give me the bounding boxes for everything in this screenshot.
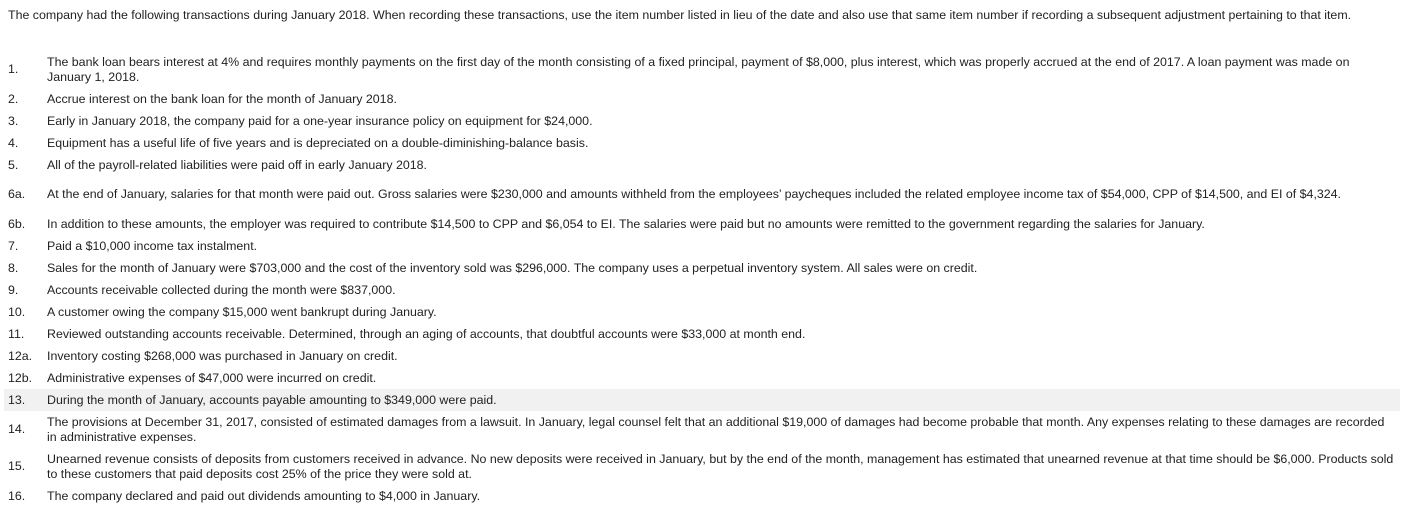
item-text: The company declared and paid out dividends amounting to $4,000 in January. bbox=[47, 488, 481, 503]
item-text: All of the payroll-related liabilities were paid off in early January 2018. bbox=[47, 157, 427, 172]
item-text: Accounts receivable collected during the month were $837,000. bbox=[47, 282, 396, 297]
transaction-row-16 bbox=[4, 485, 1400, 507]
item-number: 10. bbox=[8, 304, 26, 319]
item-text: Reviewed outstanding accounts receivable. Determined, through an aging of accounts, that doubtful accounts were $33,000 at month end. bbox=[47, 326, 806, 341]
item-text: Unearned revenue consists of deposits from customers received in advance. No new deposits were received in January, but by the end of the month, management has estimated that unearned revenue at that time should be $6,000. Products sold to these customers that paid deposits cost 25% of the price they were sold at. bbox=[47, 451, 1394, 481]
transaction-row-7 bbox=[4, 235, 1400, 257]
item-number: 1. bbox=[8, 62, 19, 76]
transaction-row-14 bbox=[4, 411, 1400, 448]
item-number: 5. bbox=[8, 157, 19, 172]
item-number: 16. bbox=[8, 488, 26, 503]
item-number: 6a. bbox=[8, 187, 26, 201]
transaction-row-1 bbox=[4, 51, 1400, 88]
item-number: 12b. bbox=[8, 370, 33, 385]
transactions-table bbox=[4, 51, 1400, 507]
intro-paragraph: The company had the following transactions during January 2018. When recording these transactions, use the item number listed in lieu of the date and also use that same item number if recording a subsequent adjustment pertaining to that item. bbox=[8, 8, 1352, 22]
transaction-row-9 bbox=[4, 279, 1400, 301]
item-number: 15. bbox=[8, 459, 26, 473]
item-text: The bank loan bears interest at 4% and requires monthly payments on the first day of the month consisting of a fixed principal, payment of $8,000, plus interest, which was properly accrued at the end of 2017. A loan payment was made on January 1, 2018. bbox=[47, 54, 1350, 84]
item-text: At the end of January, salaries for that month were paid out. Gross salaries were $230,000 and amounts withheld from the employees’ paycheques included the related employee income tax of $54,000, CPP of $14,500, and EI of $4,324. bbox=[47, 187, 1342, 201]
transaction-row-12a bbox=[4, 345, 1400, 367]
item-number: 14. bbox=[8, 422, 26, 436]
transaction-row-13 bbox=[4, 389, 1400, 411]
item-number: 2. bbox=[8, 91, 19, 106]
item-text: Sales for the month of January were $703,000 and the cost of the inventory sold was $296,000. The company uses a perpetual inventory system. All sales were on credit. bbox=[47, 260, 978, 275]
transaction-row-15 bbox=[4, 448, 1400, 485]
item-number: 6b. bbox=[8, 216, 26, 231]
transaction-row-11 bbox=[4, 323, 1400, 345]
item-number: 7. bbox=[8, 238, 19, 253]
transaction-row-2 bbox=[4, 88, 1400, 110]
item-text: The provisions at December 31, 2017, consisted of estimated damages from a lawsuit. In January, legal counsel felt that an additional $19,000 of damages had become probable that month. Any expenses relating to these damages are recorded in administrative expenses. bbox=[47, 414, 1385, 444]
transaction-row-10 bbox=[4, 301, 1400, 323]
item-number: 4. bbox=[8, 135, 19, 150]
item-number: 9. bbox=[8, 282, 19, 297]
item-text: In addition to these amounts, the employer was required to contribute $14,500 to CPP and $6,054 to EI. The salaries were paid but no amounts were remitted to the government regarding the salaries for January. bbox=[47, 216, 1205, 231]
item-text: Equipment has a useful life of five years and is depreciated on a double-diminishing-balance basis. bbox=[47, 135, 589, 150]
transaction-row-3 bbox=[4, 110, 1400, 132]
item-text: Administrative expenses of $47,000 were incurred on credit. bbox=[47, 370, 377, 385]
item-text: A customer owing the company $15,000 went bankrupt during January. bbox=[47, 304, 437, 319]
transaction-row-6a bbox=[4, 176, 1400, 213]
transaction-row-5 bbox=[4, 154, 1400, 176]
transaction-row-4 bbox=[4, 132, 1400, 154]
item-text: Early in January 2018, the company paid for a one-year insurance policy on equipment for $24,000. bbox=[47, 113, 593, 128]
transaction-row-12b bbox=[4, 367, 1400, 389]
item-text: Inventory costing $268,000 was purchased in January on credit. bbox=[47, 348, 398, 363]
item-text: Accrue interest on the bank loan for the month of January 2018. bbox=[47, 91, 397, 106]
item-number: 12a. bbox=[8, 348, 33, 363]
item-number: 3. bbox=[8, 113, 19, 128]
item-number: 13. bbox=[4, 389, 47, 411]
transaction-row-8 bbox=[4, 257, 1400, 279]
item-number: 8. bbox=[8, 260, 19, 275]
item-text: During the month of January, accounts payable amounting to $349,000 were paid. bbox=[47, 389, 1400, 411]
transaction-row-6b bbox=[4, 213, 1400, 235]
item-number: 11. bbox=[8, 326, 25, 341]
item-text: Paid a $10,000 income tax instalment. bbox=[47, 238, 258, 253]
